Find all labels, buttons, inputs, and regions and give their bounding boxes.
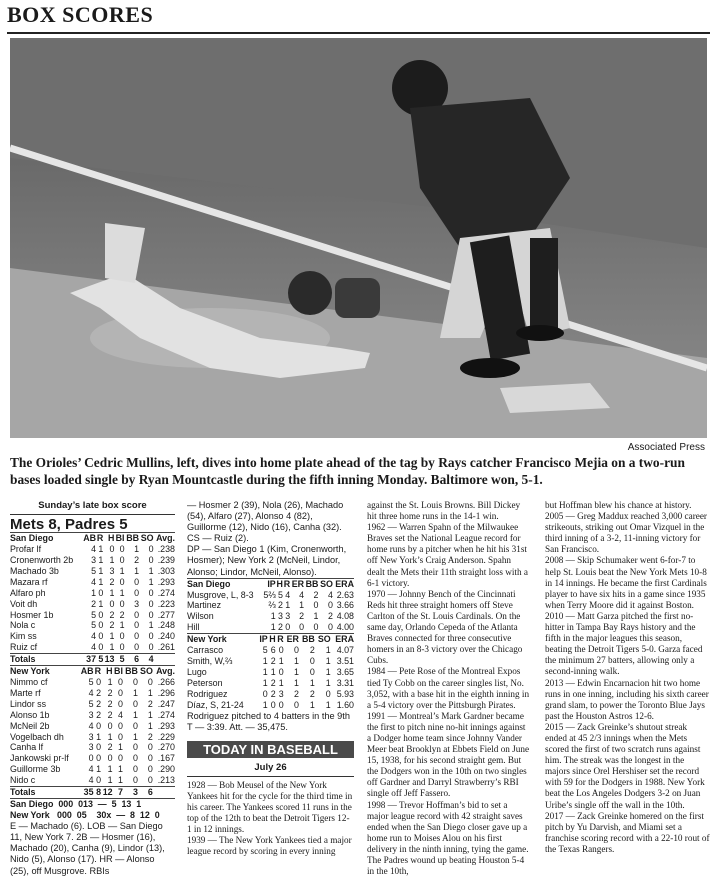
- history-item: 2005 — Greg Maddux reached 3,000 career strikeouts, striking out Omar Vizquel in the third inning of a 3-2, 11-inning victory for San Francisco.: [545, 511, 707, 555]
- batter-row: McNeil 2b 4 0 0 0 0 1 .293: [10, 720, 175, 731]
- history-column-3: [367, 500, 530, 877]
- batter-row: Vogelbach dh 3 1 1 0 1 2 .229: [10, 731, 175, 742]
- pitcher-row: Martinez ⅔ 2 1 1 0 0 3.66: [187, 600, 354, 611]
- pitcher-row: Carrasco 5 6 0 0 2 1 4.07: [187, 645, 354, 656]
- notes-text: E — Machado (6). LOB — San Diego 11, New York 7. 2B — Hosmer (16), Machado (20), Canha (9), Lindor (13), Nido (5), Alonso (17). HR — Alonso (25), off Musgrove. RBIs: [10, 821, 165, 876]
- table-header-row: San Diego AB R H BI BB SO Avg.: [10, 533, 175, 544]
- totals-row: Totals 37 5 13 5 6 4: [10, 654, 175, 665]
- pitcher-row: Rodriguez 0 2 3 2 2 0 5.93: [187, 688, 354, 699]
- pitcher-row: Peterson 1 2 1 1 1 1 3.31: [187, 677, 354, 688]
- history-item: 1962 — Warren Spahn of the Milwaukee Braves set the National League record for home runs by a pitcher when he hit his 31st off New York’s Craig Anderson. Spahn dealt the Mets their 11th straight loss with a 6-1 victory.: [367, 522, 528, 588]
- history-item: 2013 — Edwin Encarnacion hit two home runs in one inning, including his sixth career grand slam, to power the Toronto Blue Jays past the Houston Astros 12-6.: [545, 677, 709, 721]
- batter-row: Ruiz cf 4 0 1 0 0 0 .261: [10, 642, 175, 653]
- line-score-sd: San Diego 000 013 — 5 13 1: [10, 798, 142, 809]
- section-title: BOX SCORES: [7, 2, 154, 27]
- batter-row: Mazara rf 4 1 2 0 0 1 .293: [10, 576, 175, 587]
- photo-caption: The Orioles’ Cedric Mullins, left, dives into home plate ahead of the tag by Rays catcher Francisco Mejia on a two-run bases loaded single by Ryan Mountcastle during the fifth inning Monday. Baltimore won, 5-1.: [10, 455, 685, 487]
- pitcher-row: Lugo 1 1 0 1 0 1 3.65: [187, 666, 354, 677]
- batter-row: Canha lf 3 0 2 1 0 0 .270: [10, 742, 175, 753]
- history-item: 1970 — Johnny Bench of the Cincinnati Reds hit three straight homers off Steve Carlton of the St. Louis Cardinals. On the same day, Orlando Cepeda of the Atlanta Braves connected for three consecutive homers in an 8-3 victory over the Chicago Cubs.: [367, 588, 523, 666]
- history-item: but Hoffman blew his chance at history.: [545, 500, 692, 510]
- boxscore-column-2: [187, 500, 354, 858]
- table-header-row: San Diego IP H R ER BB SO ERA: [187, 578, 354, 589]
- batter-row: Hosmer 1b 5 0 2 2 0 0 .277: [10, 609, 175, 620]
- today-date: July 26: [187, 762, 354, 777]
- line-score-ny: New York 000 05 30x — 8 12 0: [10, 810, 160, 821]
- notes-text-3: DP — San Diego 1 (Kim, Cronenworth, Hosmer); New York 2 (McNeil, Lindor, Alonso; Lindor, McNeil, Alonso).: [187, 544, 347, 577]
- batter-row: Alfaro ph 1 0 1 1 0 0 .274: [10, 587, 175, 598]
- totals-row: Totals 35 8 12 7 3 6: [10, 787, 175, 798]
- time-attendance: T — 3:39. Att. — 35,475.: [187, 721, 288, 732]
- batter-row: Kim ss 4 0 1 0 0 0 .240: [10, 631, 175, 642]
- history-item: 1998 — Trevor Hoffman’s bid to set a major league record with 42 straight saves ended when the San Diego closer gave up a home run to Moises Alou on his first delivery in the ninth inning, tying the game. The Padres wound up beating Houston 5-4 in the 10th,: [367, 799, 529, 877]
- history-item: 1928 — Bob Meusel of the New York Yankees hit for the cycle for the third time in his career. The Yankees scored 11 runs in the top of the 12th to beat the Detroit Tigers 12-1 in 12 innings.: [187, 779, 353, 835]
- batter-row: Cronenworth 2b 3 1 1 0 2 0 .239: [10, 555, 175, 565]
- game-title: Mets 8, Padres 5: [10, 516, 128, 534]
- batter-row: Marte rf 4 2 2 0 1 1 .296: [10, 687, 175, 698]
- table-header-row: New York IP H R ER BB SO ERA: [187, 634, 354, 645]
- history-item: 2017 — Zack Greinke homered on the first pitch by Yu Darvish, and Miami set a franchise scoring record with a 22-10 rout of the Texas Rangers.: [545, 810, 710, 854]
- history-item: 2008 — Skip Schumaker went 6-for-7 to help St. Louis beat the New York Mets 10-8 in 14 innings. He became the first Cardinals player to have six hits in a game since 1935 when Terry Moore did it against Boston.: [545, 555, 707, 610]
- batter-row: Alonso 1b 3 2 2 4 1 1 .274: [10, 709, 175, 720]
- boxscore-column-1: [10, 500, 175, 877]
- pitch-note: Rodriguez pitched to 4 batters in the 9th: [187, 710, 350, 721]
- pitcher-row: Musgrove, L, 8-3 5⅔ 5 4 4 2 4 2.63: [187, 589, 354, 600]
- history-item: 1984 — Pete Rose of the Montreal Expos tied Ty Cobb on the career singles list, No. 3,052, with a base hit in the eighth inning in a 5-4 victory over the Pittsburgh Pirates.: [367, 666, 530, 710]
- table-header-row: New York AB R H BI BB SO Avg.: [10, 666, 175, 677]
- sd-batting-table: [10, 532, 175, 665]
- pitcher-row: Díaz, S, 21-24 1 0 0 0 1 1 1.60: [187, 699, 354, 710]
- batter-row: Lindor ss 5 2 2 0 0 2 .247: [10, 698, 175, 709]
- batter-row: Machado 3b 5 1 3 1 1 1 .303: [10, 565, 175, 576]
- history-item: 2015 — Zack Greinke’s shutout streak ended at 45 2/3 innings when the Mets scored the first of two scratch runs against him. The streak was the longest in the majors since Orel Hershiser set the record with 59 for the Dodgers in 1988. New York beat the Los Angeles Dodgers 3-2 on Juan Uribe’s single off the wall in the 10th.: [545, 721, 705, 810]
- batter-row: Profar lf 4 1 0 0 1 0 .238: [10, 544, 175, 555]
- batter-row: Nimmo cf 5 0 1 0 0 0 .266: [10, 676, 175, 687]
- batter-row: Nola c 5 0 2 1 0 1 .248: [10, 620, 175, 631]
- history-item: against the St. Louis Browns. Bill Dickey hit three home runs in the 14-1 win.: [367, 500, 521, 522]
- batter-row: Guillorme 3b 4 1 1 1 0 0 .290: [10, 764, 175, 775]
- pitcher-row: Hill 1 2 0 0 0 0 4.00: [187, 622, 354, 633]
- sd-pitching-table: [187, 578, 354, 634]
- history-column-4: [545, 500, 710, 855]
- news-photo: [10, 38, 707, 438]
- section-label: Sunday’s late box score: [10, 500, 175, 515]
- history-item: 1991 — Montreal’s Mark Gardner became the first to pitch nine no-hit innings against a Dodger home team since Johnny Vander Meer beat Brooklyn at Ebbets Field on June 15, 1938, for his second straight gem. But the Dodgers won in the 10th on two singles off Gardner and Darryl Strawberry’s RBI single off Jeff Fassero.: [367, 710, 530, 799]
- line-score: [10, 798, 175, 821]
- photo-credit: Associated Press: [627, 442, 705, 453]
- batter-row: Voit dh 2 1 0 0 3 0 .223: [10, 598, 175, 609]
- batter-row: Jankowski pr-lf 0 0 0 0 0 0 .167: [10, 753, 175, 764]
- notes-text-2: — Hosmer 2 (39), Nola (26), Machado (54), Alfaro (27), Alonso 4 (82), Guillorme (12), Nido (16), Canha (32). CS — Ruiz (2).: [187, 500, 344, 544]
- history-item: 1939 — The New York Yankees tied a major league record by scoring in every inning: [187, 835, 352, 857]
- history-item: 2010 — Matt Garza pitched the first no-hitter in Tampa Bay Rays history and the fifth in the major leagues this season, beating the Detroit Tigers 5-0. Garza faced the minimum 27 batters, allowing only a second-inning walk.: [545, 610, 703, 677]
- batter-row: Nido c 4 0 1 1 0 0 .213: [10, 775, 175, 786]
- today-in-baseball-banner: TODAY IN BASEBALL: [187, 741, 354, 758]
- header-rule: [7, 32, 710, 34]
- game-notes: [10, 821, 175, 876]
- pitcher-row: Smith, W,⅔ 1 2 1 1 0 1 3.51: [187, 656, 354, 666]
- pitcher-row: Wilson 1 3 3 2 1 2 4.08: [187, 611, 354, 622]
- ny-pitching-table: [187, 633, 354, 710]
- ny-batting-table: [10, 665, 175, 798]
